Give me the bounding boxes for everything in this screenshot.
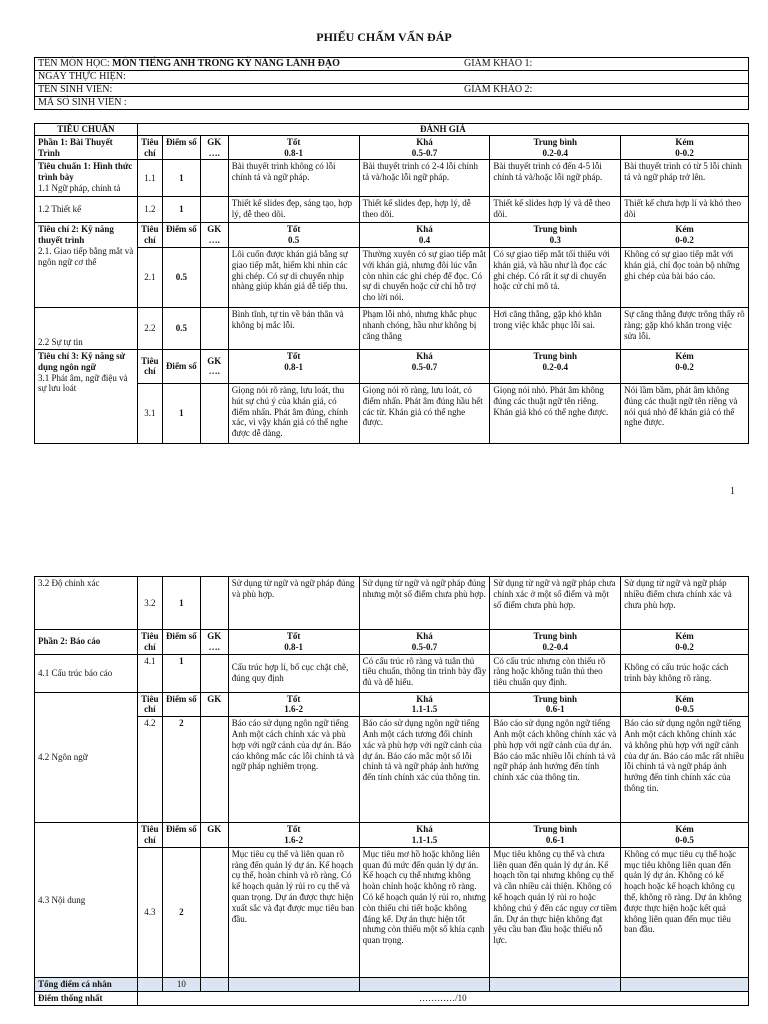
col-criterion: Tiêu chí [137, 692, 162, 717]
desc-average: Mục tiêu không cụ thể và chưa liên quan đến quản lý dự án. Kế hoạch tồn tại nhưng không cụ thể và cần nhiều cải thiện. Không có kế hoạch quản lý rủi ro hoặc không chú ý đến các nguy cơ tiềm ẩn. Dự án thực hiện không đạt yêu cầu ban đầu hoặc thiếu nỗ lực. [490, 847, 621, 977]
col-average: Trung bình 0.2-0.4 [490, 349, 621, 383]
table-row [35, 160, 749, 197]
desc-fair: Thường xuyên có sự giao tiếp mắt với khán giả, nhưng đôi lúc vẫn còn nhìn các ghi chép để đọc. Có sự di chuyển hoặc cử chỉ hỗ trợ cho lời nói. [359, 247, 490, 307]
row-points: 0.5 [162, 307, 200, 349]
gk-cell [200, 847, 228, 977]
col-score: Điểm số [162, 692, 200, 717]
col-criterion: Tiêu chí [137, 135, 162, 160]
col-average: Trung bình 0.3 [490, 223, 621, 248]
row-number: 1.1 [137, 160, 162, 197]
col-criterion: Tiêu chí [137, 630, 162, 655]
desc-good: Mục tiêu cụ thể và liên quan rõ ràng đến quản lý dự án. Kế hoạch cụ thể, hoàn chỉnh và rõ ràng. Có kế hoạch quản lý rủi ro cụ thể và quan trọng. Dự án được thực hiện xuất sắc và đạt được mục tiêu ban đầu. [228, 847, 359, 977]
part2-title: Phần 2: Báo cáo [35, 630, 138, 655]
desc-good: Cấu trúc hợp lí, bố cục chặt chẽ, đúng quy định [228, 654, 359, 692]
col-poor: Kém 0-0.2 [621, 135, 749, 160]
col-fair: Khá 0.4 [359, 223, 490, 248]
col-fair: Khá 0.5-0.7 [359, 630, 490, 655]
row-number: 2.1 [137, 247, 162, 307]
criterion-1-2: 1.2 Thiết kế [35, 197, 138, 223]
gk-cell [200, 307, 228, 349]
desc-poor: Sử dụng từ ngữ và ngữ pháp nhiều điểm chưa chính xác và chưa phù hợp. [621, 577, 749, 630]
desc-fair: Có cấu trúc rõ ràng và tuân thủ tiêu chuẩn, thông tin trình bày đầy đủ và dễ hiểu. [359, 654, 490, 692]
examiner1-label: GIÁM KHẢO 1: [464, 58, 533, 69]
subject-label: TÊN MÔN HỌC: [38, 58, 110, 69]
desc-poor: Sự căng thẳng được trông thấy rõ ràng; gặp khó khăn trong việc sửa lỗi. [621, 307, 749, 349]
row-number: 4.2 [137, 717, 162, 823]
total-value: 10 [162, 977, 200, 991]
desc-average: Bài thuyết trình có đến 4-5 lỗi chính tả và/hoặc lỗi ngữ pháp. [490, 160, 621, 197]
desc-good: Sử dụng từ ngữ và ngữ pháp đúng và phù hợp. [228, 577, 359, 630]
desc-fair: Báo cáo sử dụng ngôn ngữ tiếng Anh một cách tương đối chính xác và phù hợp với ngữ cảnh của dự án. Báo cáo mắc một số lỗi chính tả và ngữ pháp ảnh hưởng đến tính chính xác của thông tin. [359, 717, 490, 823]
desc-fair: Bài thuyết trình có 2-4 lỗi chính tả và/hoặc lỗi ngữ pháp. [359, 160, 490, 197]
desc-average: Giọng nói nhỏ. Phát âm không đúng các thuật ngữ tên riêng. Khán giả khó có thể nghe được. [490, 383, 621, 443]
desc-fair: Sử dụng từ ngữ và ngữ pháp đúng nhưng một số điểm chưa phù hợp. [359, 577, 490, 630]
gk-cell [200, 247, 228, 307]
criterion-3-2: 3.2 Độ chính xác [35, 577, 138, 630]
examiner2-label: GIÁM KHẢO 2: [464, 84, 533, 95]
desc-poor: Nói lầm bầm, phát âm không đúng các thuật ngữ tên riêng và nói quá nhỏ để khán giả có thể nghe được. [621, 383, 749, 443]
desc-good: Bình tĩnh, tự tin về bản thân và không bị mắc lỗi. [228, 307, 359, 349]
desc-fair: Giọng nói rõ ràng, lưu loát, có điểm nhấn. Phát âm đúng hầu hết các từ. Khán giả có thể nghe được. [359, 383, 490, 443]
desc-fair: Thiết kế slides đẹp, hợp lý, dễ theo dõi. [359, 197, 490, 223]
row-points: 1 [162, 577, 200, 630]
desc-poor: Không có sự giao tiếp mắt với khán giả, chỉ đọc toàn bộ những ghi chép của bài báo cáo. [621, 247, 749, 307]
table-row [35, 197, 749, 223]
col-good: Tốt 0.8-1 [228, 630, 359, 655]
row-points: 1 [162, 654, 200, 692]
row-number: 3.1 [137, 383, 162, 443]
row-number: 2.2 [137, 307, 162, 349]
col-score: Điểm số [162, 135, 200, 160]
col-average: Trung bình 0.2-0.4 [490, 630, 621, 655]
row-points: 1 [162, 160, 200, 197]
table-row [35, 847, 749, 977]
col-poor: Kém 0-0.2 [621, 223, 749, 248]
table-row [35, 307, 749, 349]
agreed-label: Điểm thống nhất [35, 991, 138, 1005]
desc-average: Sử dụng từ ngữ và ngữ pháp chưa chính xác ở một số điểm và một số điểm chưa phù hợp. [490, 577, 621, 630]
desc-good: Lôi cuốn được khán giả bằng sự giao tiếp mắt, hiếm khi nhìn các ghi chép. Có sự di chuyển nhịp nhàng giúp khán giả dễ tiếp thu. [228, 247, 359, 307]
col-fair: Khá 1.1-1.5 [359, 692, 490, 717]
col-gk: GK …. [200, 349, 228, 383]
desc-poor: Không có cấu trúc hoặc cách trình bày không rõ ràng. [621, 654, 749, 692]
col-criterion: Tiêu chí [137, 349, 162, 383]
col-good: Tốt 1.6-2 [228, 823, 359, 848]
desc-average: Có sự giao tiếp mắt tối thiểu với khán giả, và hầu như là đọc các ghi chép. Có rất ít sự di chuyển hoặc cử chỉ mô tả. [490, 247, 621, 307]
gk-cell [200, 577, 228, 630]
row-points: 2 [162, 717, 200, 823]
col-poor: Kém 0-0.2 [621, 349, 749, 383]
desc-good: Bài thuyết trình không có lỗi chính tả và ngữ pháp. [228, 160, 359, 197]
desc-good: Thiết kế slides đẹp, sáng tạo, hợp lý, dễ theo dõi. [228, 197, 359, 223]
date-label: NGÀY THỰC HIỆN: [38, 71, 126, 82]
evaluation-header: ĐÁNH GIÁ [137, 124, 748, 136]
student-id-label: MÃ SỐ SINH VIÊN : [38, 97, 127, 108]
gk-cell [200, 197, 228, 223]
desc-good: Giọng nói rõ ràng, lưu loát, thu hút sự chú ý của khán giả, có điểm nhấn. Phát âm đúng, chính xác, vì vậy khán giả có thể nghe được dễ dàng. [228, 383, 359, 443]
col-score: Điểm số [162, 630, 200, 655]
criterion-4-1: 4.1 Cấu trúc báo cáo [35, 654, 138, 692]
row-number: 4.1 [137, 654, 162, 692]
subject-value: MÔN TIẾNG ANH TRONG KỸ NĂNG LÃNH ĐẠO [112, 58, 340, 69]
row-number: 4.3 [137, 847, 162, 977]
table-row [35, 577, 749, 630]
page-title: PHIẾU CHẤM VẤN ĐÁP [316, 30, 452, 44]
col-average: Trung bình 0.2-0.4 [490, 135, 621, 160]
desc-poor: Thiết kế chưa hợp lí và khó theo dõi [621, 197, 749, 223]
col-gk: GK …. [200, 223, 228, 248]
desc-fair: Phạm lỗi nhỏ, nhưng khắc phục nhanh chóng, hầu như không bị căng thẳng [359, 307, 490, 349]
desc-good: Báo cáo sử dụng ngôn ngữ tiếng Anh một cách chính xác và phù hợp với ngữ cảnh của dự án. Báo cáo không mắc các lỗi chính tả và ngữ pháp nghiêm trọng. [228, 717, 359, 823]
col-good: Tốt 0.5 [228, 223, 359, 248]
row-number: 1.2 [137, 197, 162, 223]
table-row [35, 247, 749, 307]
col-good: Tốt 1.6-2 [228, 692, 359, 717]
col-poor: Kém 0-0.5 [621, 692, 749, 717]
desc-average: Hơi căng thẳng, gặp khó khăn trong việc khắc phục lỗi sai. [490, 307, 621, 349]
col-poor: Kém 0-0.2 [621, 630, 749, 655]
row-points: 0.5 [162, 247, 200, 307]
col-gk: GK …. [200, 135, 228, 160]
desc-average: Thiết kế slides hợp lý và dễ theo dõi. [490, 197, 621, 223]
col-criterion: Tiêu chí [137, 823, 162, 848]
rubric-table-page1 [34, 123, 749, 444]
criteria-header: TIÊU CHUẨN [35, 124, 138, 136]
agreed-row [35, 991, 749, 1005]
col-gk: GK [200, 823, 228, 848]
table-row [35, 717, 749, 823]
desc-poor: Báo cáo sử dụng ngôn ngữ tiếng Anh một cách không chính xác và không phù hợp với ngữ cảnh của dự án. Báo cáo mắc rất nhiều lỗi chính tả và ngữ pháp ảnh hưởng đến tính chính xác của thông tin. [621, 717, 749, 823]
row-points: 1 [162, 197, 200, 223]
desc-poor: Không có mục tiêu cụ thể hoặc mục tiêu không liên quan đến quản lý dự án. Không có kế hoạch hoặc kế hoạch không cụ thể, không rõ ràng. Dự án không được thực hiện hoặc kết quả không liên quan đến mục tiêu ban đầu. [621, 847, 749, 977]
col-good: Tốt 0.8-1 [228, 135, 359, 160]
col-poor: Kém 0-0.5 [621, 823, 749, 848]
col-good: Tốt 0.8-1 [228, 349, 359, 383]
criterion-4-2: 4.2 Ngôn ngữ [35, 692, 138, 823]
total-label: Tổng điểm cá nhân [35, 977, 138, 991]
col-average: Trung bình 0.6-1 [490, 823, 621, 848]
col-average: Trung bình 0.6-1 [490, 692, 621, 717]
subject-cell [35, 58, 462, 71]
row-points: 1 [162, 383, 200, 443]
gk-cell [200, 717, 228, 823]
part1-title: Phần 1: Bài Thuyết Trình [35, 135, 138, 160]
table-row [35, 654, 749, 692]
col-fair: Khá 1.1-1.5 [359, 823, 490, 848]
col-score: Điểm số [162, 223, 200, 248]
criterion-2-1: Tiêu chí 2: Kỹ năng thuyết trình 2.1. Giao tiếp bằng mắt và ngôn ngữ cơ thể [35, 223, 138, 308]
desc-poor: Bài thuyết trình có từ 5 lỗi chính tả và ngữ pháp trở lên. [621, 160, 749, 197]
col-fair: Khá 0.5-0.7 [359, 135, 490, 160]
criterion-2-2: 2.2 Sự tự tin [35, 307, 138, 349]
total-row [35, 977, 749, 991]
criterion-3-1: Tiêu chí 3: Kỹ năng sử dụng ngôn ngữ 3.1 Phát âm, ngữ điệu và sự lưu loát [35, 349, 138, 443]
student-name-label: TÊN SINH VIÊN: [38, 84, 113, 95]
col-score: Điểm số [162, 823, 200, 848]
info-table [34, 57, 749, 110]
col-gk: GK …. [200, 630, 228, 655]
page-number: 1 [730, 486, 735, 497]
criterion-4-3: 4.3 Nội dung [35, 823, 138, 978]
col-fair: Khá 0.5-0.7 [359, 349, 490, 383]
col-criterion: Tiêu chí [137, 223, 162, 248]
gk-cell [200, 160, 228, 197]
row-number: 3.2 [137, 577, 162, 630]
desc-average: Có cấu trúc nhưng còn thiếu rõ ràng hoặc không tuân thủ theo tiêu chuẩn quy định. [490, 654, 621, 692]
col-gk: GK [200, 692, 228, 717]
gk-cell [200, 383, 228, 443]
col-score: Điểm số [162, 349, 200, 383]
desc-average: Báo cáo sử dụng ngôn ngữ tiếng Anh một cách không chính xác và phù hợp với ngữ cảnh của dự án. Báo cáo mắc nhiều lỗi chính tả và ngữ pháp ảnh hưởng đến tính chính xác của thông tin. [490, 717, 621, 823]
row-points: 2 [162, 847, 200, 977]
gk-cell [200, 654, 228, 692]
rubric-table-page2 [34, 576, 749, 1006]
criterion-1-1: Tiêu chuẩn 1: Hình thức trình bày 1.1 Ngữ pháp, chính tả [35, 160, 138, 197]
desc-fair: Mục tiêu mơ hồ hoặc không liên quan đủ mức đến quản lý dự án. Kế hoạch cụ thể nhưng không hoàn chỉnh hoặc không rõ ràng. Có kế hoạch quản lý rủi ro, nhưng còn thiếu chi tiết hoặc không đáng kể. Dự án thực hiện tốt nhưng còn thiếu một số khía cạnh quan trọng. [359, 847, 490, 977]
table-row [35, 383, 749, 443]
agreed-score-field[interactable]: …………/10 [137, 991, 748, 1005]
